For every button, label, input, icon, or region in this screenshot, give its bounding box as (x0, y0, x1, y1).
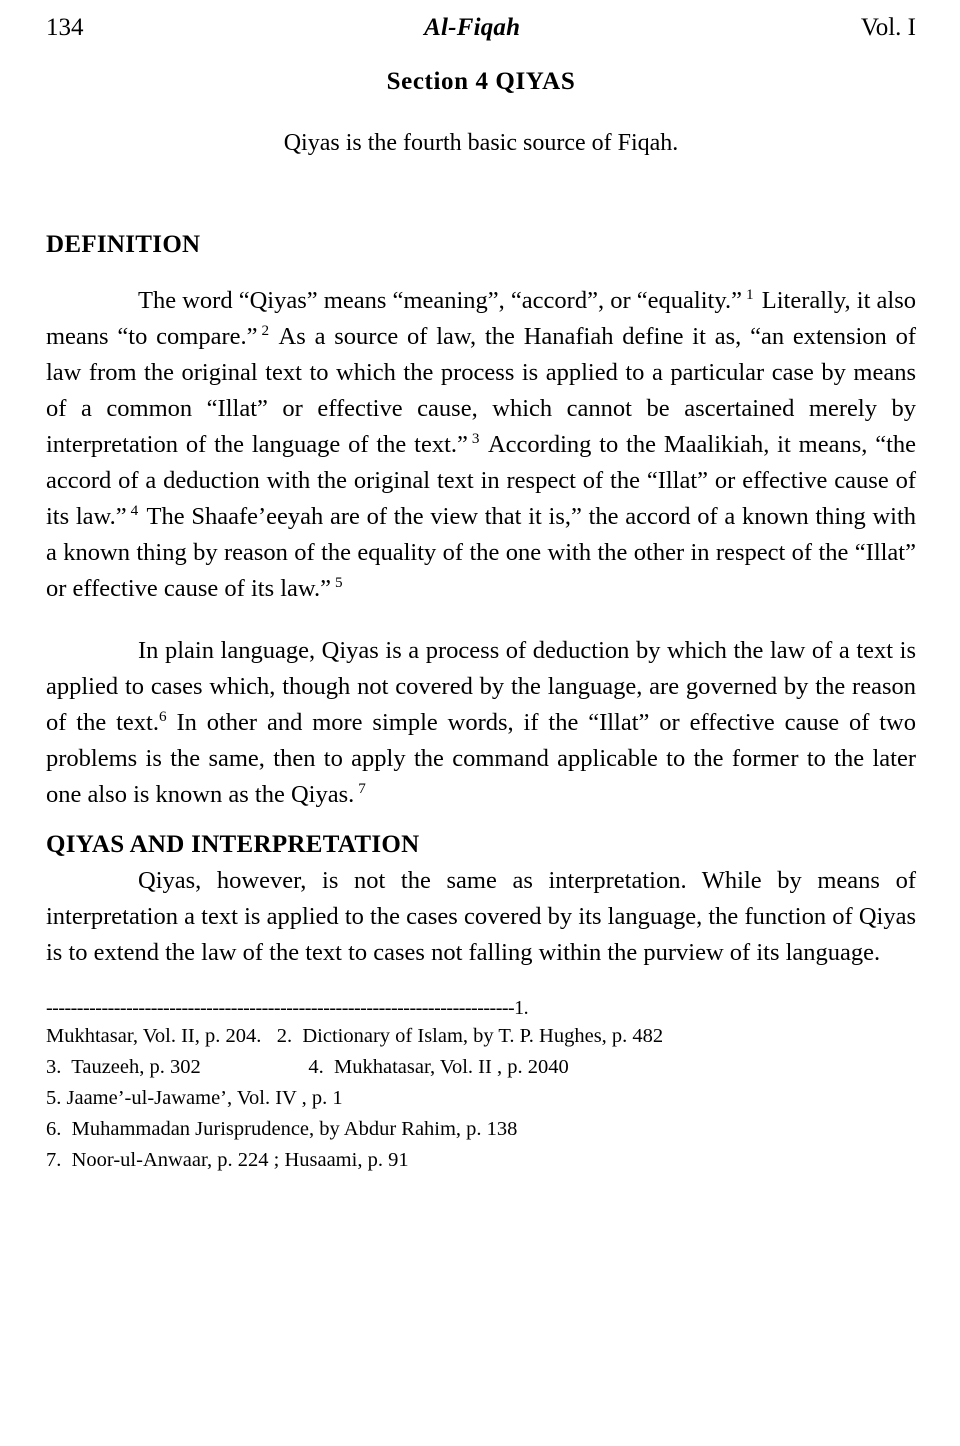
footnote-item: 5. Jaame’-ul-Jawame’, Vol. IV , p. 1 (46, 1087, 343, 1109)
running-head (46, 14, 916, 42)
section-lead-line: Qiyas is the fourth basic source of Fiqah. (283, 130, 679, 156)
footnote-ref-4: 4 (130, 501, 139, 519)
footnote-item: 6. Muhammadan Jurisprudence, by Abdur Rahim, p. 138 (46, 1118, 518, 1140)
volume-label: Vol. I (860, 14, 916, 41)
def-p2-part-b: In other and more simple words, if the “Illat” or effective cause of two problems is the same, then to apply the command applicable to the former to the later one also is known as the Qiyas. (46, 709, 917, 808)
footnote-ref-3: 3 (471, 429, 480, 447)
page-number: 134 (46, 14, 84, 41)
footnote-item: 3. Tauzeeh, p. 302 4. Mukhatasar, Vol. II , p. 2040 (46, 1056, 569, 1078)
def-p1-part-c: As a source of law, the Hanafiah define it as, “an extension of law from the original text to which the process is applied to a particular case by means of a common “Illat” or effective cause, which cannot be ascertained merely by interpretation of the language of the text.” (46, 323, 916, 458)
footnote-list (46, 1021, 916, 1176)
interpretation-paragraph: Qiyas, however, is not the same as interpretation. While by means of interpretation a text is applied to the cases covered by its language, the function of Qiyas is to extend the law of the text to cases not falling within the purview of its language. (46, 867, 916, 966)
footnote-item: Mukhtasar, Vol. II, p. 204. 2. Dictionary of Islam, by T. P. Hughes, p. 482 (46, 1025, 664, 1047)
footnote-item: 7. Noor-ul-Anwaar, p. 224 ; Husaami, p. 91 (46, 1149, 409, 1171)
footnote-ref-1: 1 (745, 285, 754, 303)
book-title: Al-Fiqah (424, 14, 521, 41)
def-p1-part-a: The word “Qiyas” means “meaning”, “accord”, or “equality.” (138, 287, 742, 314)
def-p2-part-a: In plain language, Qiyas is a process of deduction by which the law of a text is applied to cases which, though not covered by the language, are governed by the reason of the text. (46, 637, 916, 736)
footnote-ref-7: 7 (358, 779, 366, 797)
footnote-separator: ----------------------------------------------------------------------------1. (46, 997, 529, 1019)
footnote-ref-6: 6 (158, 707, 167, 725)
definition-paragraph-1 (46, 283, 916, 607)
interpretation-heading: QIYAS AND INTERPRETATION (46, 831, 420, 858)
section-heading: Section 4 QIYAS (386, 68, 576, 95)
footnote-ref-5: 5 (335, 573, 343, 591)
definition-paragraph-2 (46, 633, 916, 813)
def-p1-part-d: According to the Maalikiah, it means, “the accord of a deduction with the original text in respect of the “Illat” or effective cause of its law.” (46, 431, 916, 530)
footnote-ref-2: 2 (261, 321, 270, 339)
def-p1-part-b: Literally, it also means “to compare.” (46, 287, 916, 350)
definition-heading: DEFINITION (46, 231, 201, 258)
def-p1-part-e: The Shaafe’eeyah are of the view that it is,” the accord of a known thing with a known thing by reason of the equality of the one with the other in respect of the “Illat” or effective cause of its law.” (46, 503, 917, 602)
